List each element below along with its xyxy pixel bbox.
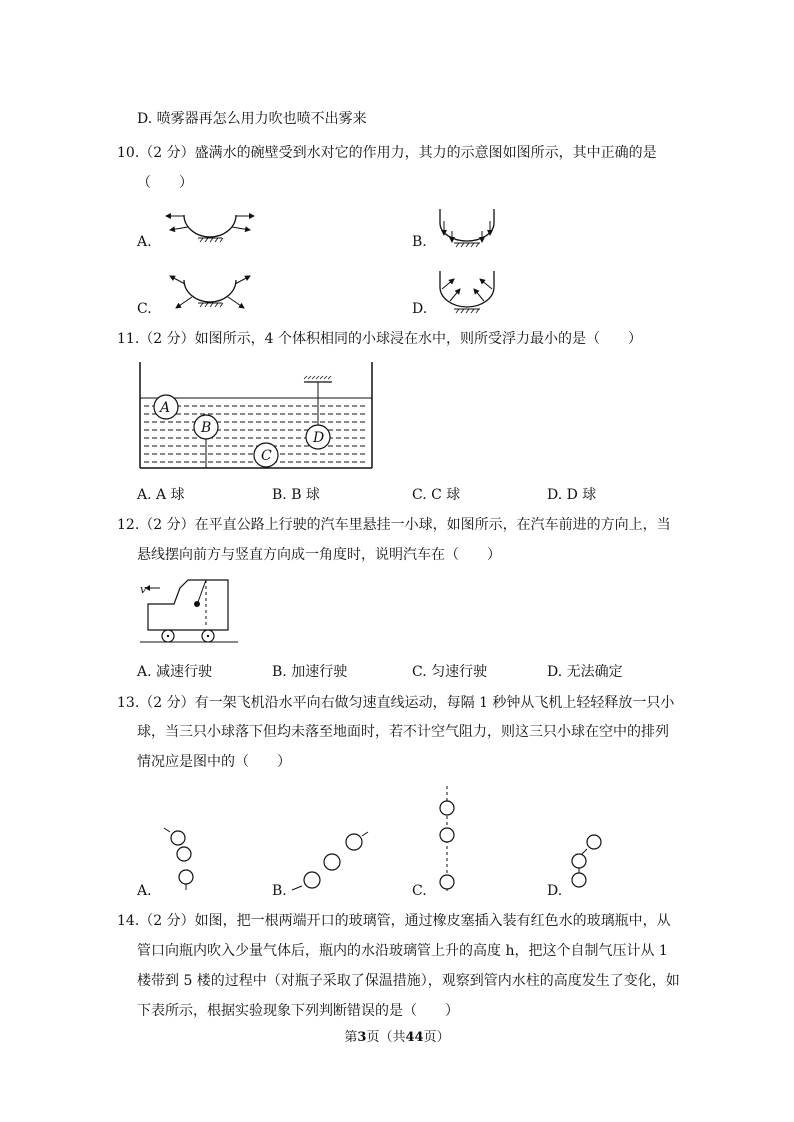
q12-option-c: C. 匀速行驶 <box>412 664 488 680</box>
q12-stem-line2: 悬线摆向前方与竖直方向成一角度时，说明汽车在（ ） <box>137 547 501 563</box>
q10-stem-line1: 10.（2 分）盛满水的碗壁受到水对它的作用力，其力的示意图如图所示，其中正确的是 <box>117 145 657 161</box>
q11-ball-label-d: D <box>313 430 325 446</box>
q11-option-d: D. D 球 <box>547 487 597 503</box>
q11-ball-label-b: B <box>201 420 212 436</box>
q10-label-c: C. <box>137 301 152 317</box>
q12-option-d: D. 无法确定 <box>547 664 623 680</box>
q10-figure-c <box>160 270 260 318</box>
q13-figure-c <box>432 786 462 896</box>
q11-ball-label-c: C <box>261 448 272 464</box>
q13-label-a: A. <box>137 883 152 899</box>
q11-stem: 11.（2 分）如图所示，4 个体积相同的小球浸在水中，则所受浮力最小的是（ ） <box>117 331 642 347</box>
q10-figure-b <box>432 205 502 250</box>
q10-stem-line2: （ ） <box>137 175 193 191</box>
q10-figure-d <box>432 265 502 320</box>
q10-label-b: B. <box>412 234 427 250</box>
q13-figure-a <box>158 820 198 895</box>
q14-stem-line1: 14.（2 分）如图，把一根两端开口的玻璃管，通过橡皮塞插入装有红色水的玻璃瓶中，从 <box>117 913 671 929</box>
q13-figure-b <box>290 826 380 896</box>
page-footer <box>0 1026 794 1045</box>
q12-option-a: A. 减速行驶 <box>137 664 213 680</box>
q12-option-b: B. 加速行驶 <box>272 664 348 680</box>
q13-label-b: B. <box>272 883 287 899</box>
footer-suffix: 页） <box>423 1030 450 1045</box>
q10-label-d: D. <box>412 301 428 317</box>
q9-option-d: D. 喷雾器再怎么用力吹也喷不出雾来 <box>137 111 367 127</box>
footer-page-number: 3 <box>357 1030 367 1045</box>
q13-label-d: D. <box>547 883 563 899</box>
q11-option-c: C. C 球 <box>412 487 461 503</box>
footer-prefix: 第 <box>344 1030 358 1045</box>
q11-tank-figure <box>138 360 378 472</box>
q14-stem-line2: 管口向瓶内吹入少量气体后，瓶内的水沿玻璃管上升的高度 h，把这个自制气压计从 1 <box>137 943 668 959</box>
q14-stem-line3: 楼带到 5 楼的过程中（对瓶子采取了保温措施），观察到管内水柱的高度发生了变化，如 <box>137 973 680 989</box>
q11-ball-label-a: A <box>160 400 171 416</box>
q10-figure-a <box>160 205 260 250</box>
q13-stem-line2: 球，当三只小球落下但均未落至地面时，若不计空气阻力，则这三只小球在空中的排列 <box>137 724 669 740</box>
q14-stem-line4: 下表所示，根据实验现象下列判断错误的是（ ） <box>137 1003 459 1019</box>
q12-velocity-label: v <box>140 583 147 596</box>
q12-stem-line1: 12.（2 分）在平直公路上行驶的汽车里悬挂一小球，如图所示，在汽车前进的方向上，当 <box>117 517 671 533</box>
q10-label-a: A. <box>137 234 152 250</box>
footer-total-pages: 44 <box>405 1030 424 1045</box>
q13-stem-line1: 13.（2 分）有一架飞机沿水平向右做匀速直线运动，每隔 1 秒钟从飞机上轻轻释放一只小 <box>117 695 675 711</box>
q13-stem-line3: 情况应是图中的（ ） <box>137 754 291 770</box>
q13-label-c: C. <box>412 883 427 899</box>
q12-car-figure <box>140 574 240 646</box>
footer-mid: 页（共 <box>366 1030 406 1045</box>
q13-figure-d <box>565 830 610 892</box>
q11-option-b: B. B 球 <box>272 487 320 503</box>
q11-option-a: A. A 球 <box>137 487 185 503</box>
